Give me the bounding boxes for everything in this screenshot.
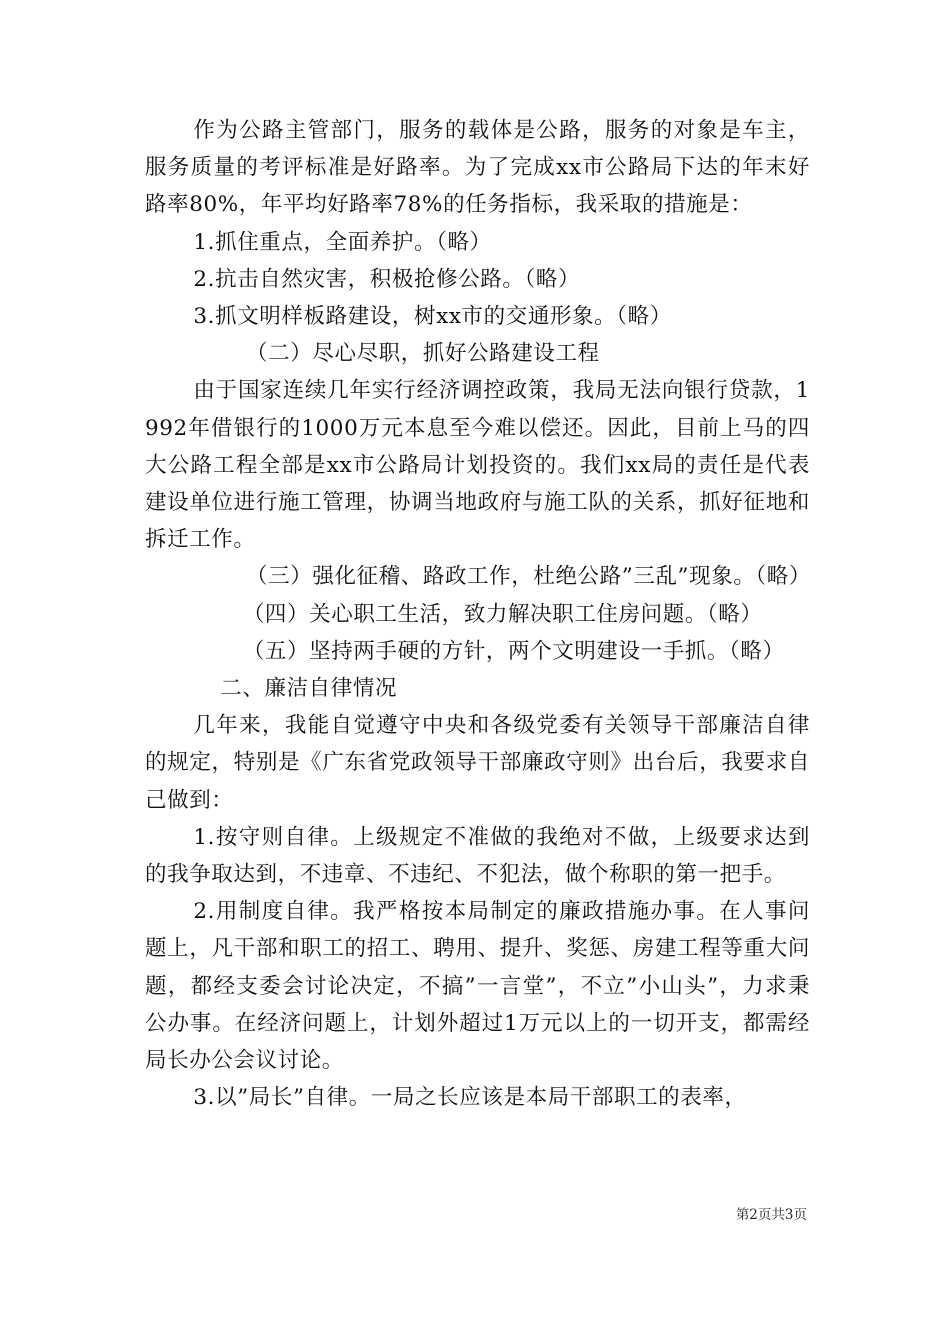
list-item: 1.按守则自律。上级规定不准做的我绝对不做，上级要求达到的我争取达到，不违章、不违纪、不犯法，做个称职的第一把手。 <box>145 824 810 888</box>
list-item: 3.以”局长”自律。一局之长应该是本局干部职工的表率， <box>193 1085 747 1111</box>
page-number: 第2页共3页 <box>735 1207 807 1223</box>
document-body <box>145 112 810 1116</box>
list-item: 2.抗击自然灾害，积极抢修公路。（略） <box>193 266 581 292</box>
paragraph-construction: 由于国家连续几年实行经济调控政策，我局无法向银行贷款，1992年借银行的1000万元本息至今难以偿还。因此，目前上马的四大公路工程全部是xx市公路局计划投资的。我们xx局的责任是代表建设单位进行施工管理，协调当地政府与施工队的关系，抓好征地和拆迁工作。 <box>145 378 810 553</box>
section-heading: （三）强化征稽、路政工作，杜绝公路”三乱”现象。（略） <box>246 564 811 590</box>
list-item: 2.用制度自律。我严格按本局制定的廉政措施办事。在人事问题上，凡干部和职工的招工、聘用、提升、奖惩、房建工程等重大问题，都经支委会讨论决定，不搞”一言堂”，不立”小山头”，力求秉公办事。在经济问题上，计划外超过1万元以上的一切开支，都需经局长办公会议讨论。 <box>145 899 810 1074</box>
list-item: 1.抓住重点，全面养护。（略） <box>193 229 492 255</box>
chapter-heading: 二、廉洁自律情况 <box>220 676 398 702</box>
section-heading: （二）尽心尽职，抓好公路建设工程 <box>246 341 600 367</box>
section-heading: （五）坚持两手硬的方针，两个文明建设一手抓。（略） <box>242 638 785 664</box>
paragraph-intro: 作为公路主管部门，服务的载体是公路，服务的对象是车主，服务质量的考评标准是好路率。为了完成xx市公路局下达的年末好路率80%，年平均好路率78%的任务指标，我采取的措施是： <box>145 118 810 218</box>
list-item: 3.抓文明样板路建设，树xx市的交通形象。（略） <box>193 304 672 330</box>
section-heading: （四）关心职工生活，致力解决职工住房问题。（略） <box>242 601 763 627</box>
paragraph-integrity: 几年来，我能自觉遵守中央和各级党委有关领导干部廉洁自律的规定，特别是《广东省党政领导干部廉政守则》出台后，我要求自己做到： <box>145 713 810 813</box>
